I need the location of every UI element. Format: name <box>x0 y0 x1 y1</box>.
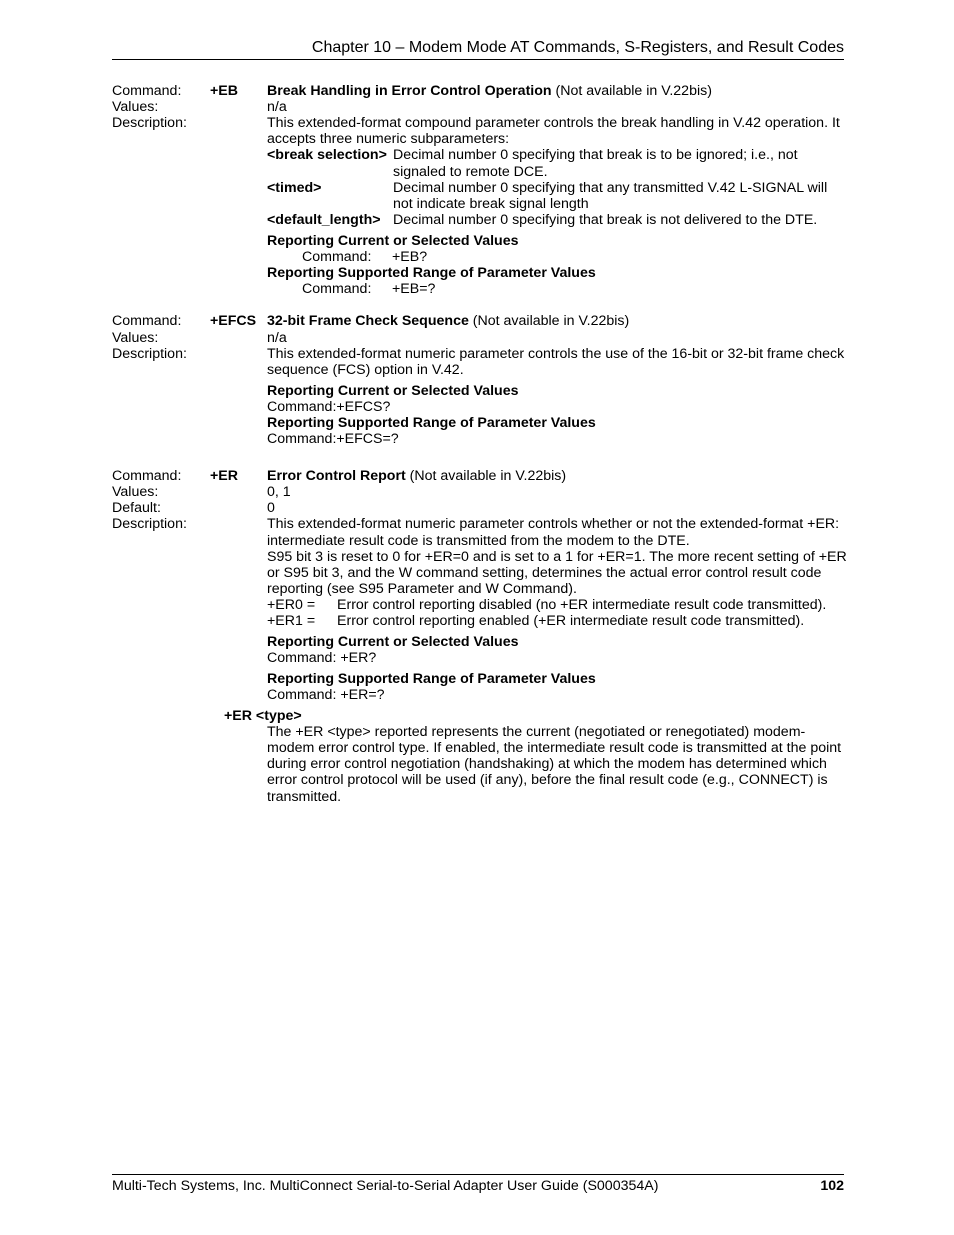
efcs-command-code: +EFCS <box>210 313 257 329</box>
efcs-report-range-heading: Reporting Supported Range of Parameter Values <box>267 415 596 431</box>
footer-rule <box>112 1174 844 1175</box>
eb-param-desc: Decimal number 0 specifying that break is not delivered to the DTE. <box>393 212 818 228</box>
er-type-line: The +ER <type> reported represents the current (negotiated or renegotiated) modem- <box>267 724 806 740</box>
efcs-values: n/a <box>267 330 287 346</box>
er-desc-line: reporting (see S95 Parameter and W Command). <box>267 581 577 597</box>
er-report-current-cmd: Command: +ER? <box>267 650 377 666</box>
er-command-code: +ER <box>210 468 238 484</box>
efcs-desc-line: sequence (FCS) option in V.42. <box>267 362 464 378</box>
er-desc-line: This extended-format numeric parameter controls whether or not the extended-format +ER: <box>267 516 840 532</box>
er-type-line: modem error control type. If enabled, the intermediate result code is transmitted at the point <box>267 740 842 756</box>
er-title-note: (Not available in V.22bis) <box>405 468 567 484</box>
eb-report-range-label: Command: <box>302 281 372 297</box>
er-default-label: Default: <box>112 500 161 516</box>
er-values: 0, 1 <box>267 484 291 500</box>
eb-param-desc: Decimal number 0 specifying that break is to be ignored; i.e., not <box>393 147 798 163</box>
eb-param-name: <default_length> <box>267 212 381 228</box>
eb-command-label: Command: <box>112 83 182 99</box>
eb-param-desc: signaled to remote DCE. <box>393 164 548 180</box>
efcs-report-current-cmd: Command:+EFCS? <box>267 399 391 415</box>
eb-report-range-cmd: +EB=? <box>392 281 436 297</box>
er-desc-line: intermediate result code is transmitted from the modem to the DTE. <box>267 533 690 549</box>
er-option-text: Error control reporting disabled (no +ER intermediate result code transmitted). <box>337 597 827 613</box>
er-desc-line: S95 bit 3 is reset to 0 for +ER=0 and is set to a 1 for +ER=1. The more recent setting of +ER <box>267 549 847 565</box>
er-type-line: transmitted. <box>267 789 342 805</box>
eb-param-desc: not indicate break signal length <box>393 196 589 212</box>
efcs-values-label: Values: <box>112 330 159 346</box>
eb-description-label: Description: <box>112 115 187 131</box>
eb-report-current-label: Command: <box>302 249 372 265</box>
er-option-key: +ER0 = <box>267 597 316 613</box>
eb-values: n/a <box>267 99 287 115</box>
efcs-description-label: Description: <box>112 346 187 362</box>
er-option-key: +ER1 = <box>267 613 316 629</box>
eb-report-current-heading: Reporting Current or Selected Values <box>267 233 519 249</box>
page-header: Chapter 10 – Modem Mode AT Commands, S-Registers, and Result Codes <box>112 38 844 60</box>
er-title <box>267 468 566 484</box>
eb-command-code: +EB <box>210 83 238 99</box>
efcs-title <box>267 313 629 329</box>
eb-desc-line: accepts three numeric subparameters: <box>267 131 510 147</box>
efcs-title-note: (Not available in V.22bis) <box>468 313 630 329</box>
eb-report-current-cmd: +EB? <box>392 249 428 265</box>
er-title-text: Error Control Report <box>267 468 406 484</box>
er-report-range-cmd: Command: +ER=? <box>267 687 385 703</box>
eb-report-range-heading: Reporting Supported Range of Parameter Values <box>267 265 596 281</box>
er-type-line: during error control negotiation (handshaking) at which the modem has determined which <box>267 756 827 772</box>
footer-text: Multi-Tech Systems, Inc. MultiConnect Serial-to-Serial Adapter User Guide (S000354A) <box>112 1178 659 1194</box>
eb-title-text: Break Handling in Error Control Operation <box>267 83 552 99</box>
er-values-label: Values: <box>112 484 159 500</box>
eb-param-name: <timed> <box>267 180 322 196</box>
efcs-report-range-cmd: Command:+EFCS=? <box>267 431 399 447</box>
efcs-command-label: Command: <box>112 313 182 329</box>
eb-title <box>267 83 712 99</box>
page-number: 102 <box>820 1178 844 1194</box>
er-type-heading: +ER <type> <box>224 708 302 724</box>
eb-title-note: (Not available in V.22bis) <box>551 83 712 99</box>
er-default: 0 <box>267 500 275 516</box>
eb-values-label: Values: <box>112 99 159 115</box>
efcs-title-text: 32-bit Frame Check Sequence <box>267 313 469 329</box>
er-type-line: error control protocol will be used (if any), before the final result code (e.g., CONNECT) is <box>267 772 828 788</box>
er-command-label: Command: <box>112 468 182 484</box>
efcs-desc-line: This extended-format numeric parameter controls the use of the 16-bit or 32-bit frame check <box>267 346 845 362</box>
er-report-range-heading: Reporting Supported Range of Parameter Values <box>267 671 596 687</box>
efcs-report-current-heading: Reporting Current or Selected Values <box>267 383 519 399</box>
er-desc-line: or S95 bit 3, and the W command setting, determines the actual error control result code <box>267 565 822 581</box>
er-option-text: Error control reporting enabled (+ER intermediate result code transmitted). <box>337 613 805 629</box>
eb-param-name: <break selection> <box>267 147 387 163</box>
eb-param-desc: Decimal number 0 specifying that any transmitted V.42 L-SIGNAL will <box>393 180 828 196</box>
eb-desc-line: This extended-format compound parameter controls the break handling in V.42 operation. It <box>267 115 840 131</box>
er-description-label: Description: <box>112 516 187 532</box>
er-report-current-heading: Reporting Current or Selected Values <box>267 634 519 650</box>
